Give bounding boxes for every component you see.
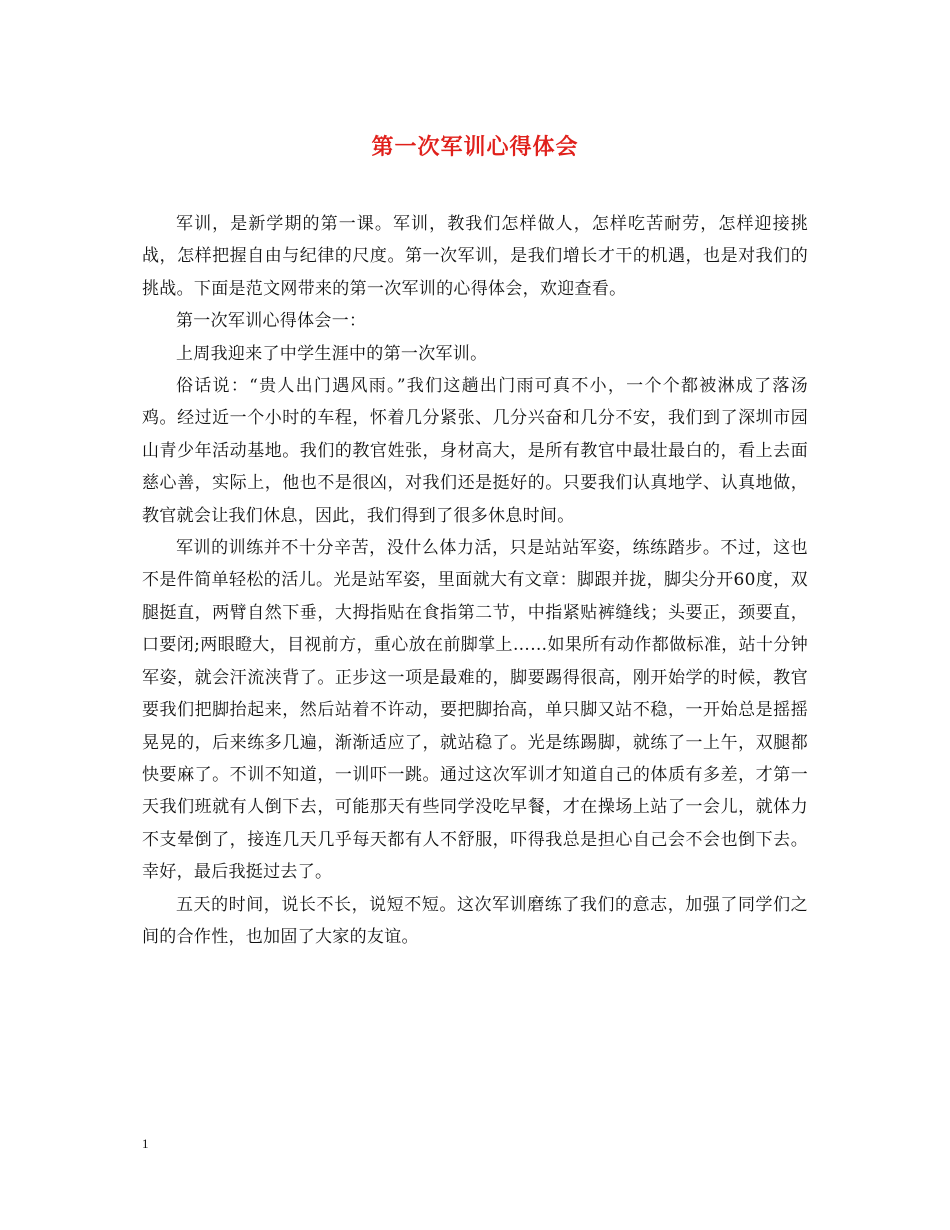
paragraph-arrival: 俗话说：“贵人出门遇风雨。”我们这趟出门雨可真不小，一个个都被淋成了落汤鸡。经过近一个小时的车程，怀着几分紧张、几分兴奋和几分不安，我们到了深圳市园山青少年活动基地。我们的教官姓张，身材高大，是所有教官中最壮最白的，看上去面慈心善，实际上，他也不是很凶，对我们还是挺好的。只要我们认真地学、认真地做，教官就会让我们休息，因此，我们得到了很多休息时间。 — [142, 376, 808, 526]
paragraph-section-heading: 第一次军训心得体会一： — [176, 311, 367, 332]
page-title: 第一次军训心得体会 — [371, 134, 579, 160]
paragraph-intro: 军训，是新学期的第一课。军训，教我们怎样做人，怎样吃苦耐劳，怎样迎接挑战，怎样把握自由与纪律的尺度。第一次军训，是我们增长才干的机遇，也是对我们的挑战。下面是范文网带来的第一次军训的心得体会，欢迎查看。 — [142, 214, 808, 299]
document-body — [142, 208, 808, 953]
paragraph-training: 军训的训练并不十分辛苦，没什么体力活，只是站站军姿，练练踏步。不过，这也不是件简单轻松的活儿。光是站军姿，里面就大有文章：脚跟并拢，脚尖分开60度，双腿挺直，两臂自然下垂，大拇指贴在食指第二节，中指紧贴裤缝线；头要正，颈要直，口要闭;两眼瞪大，目视前方，重心放在前脚掌上……如果所有动作都做标准，站十分钟军姿，就会汗流浃背了。正步这一项是最难的，脚要踢得很高，刚开始学的时候，教官要我们把脚抬起来，然后站着不许动，要把脚抬高，单只脚又站不稳，一开始总是摇摇晃晃的，后来练多几遍，渐渐适应了，就站稳了。光是练踢脚，就练了一上午，双腿都快要麻了。不训不知道，一训吓一跳。通过这次军训才知道自己的体质有多差，才第一天我们班就有人倒下去，可能那天有些同学没吃早餐，才在操场上站了一会儿，就体力不支晕倒了，接连几天几乎每天都有人不舒服，吓得我总是担心自己会不会也倒下去。幸好，最后我挺过去了。 — [142, 538, 808, 883]
paragraph-opening: 上周我迎来了中学生涯中的第一次军训。 — [176, 343, 488, 364]
paragraph-conclusion: 五天的时间，说长不长，说短不短。这次军训磨练了我们的意志，加强了同学们之间的合作性，也加固了大家的友谊。 — [142, 894, 808, 947]
page-number: 1 — [142, 1136, 149, 1151]
